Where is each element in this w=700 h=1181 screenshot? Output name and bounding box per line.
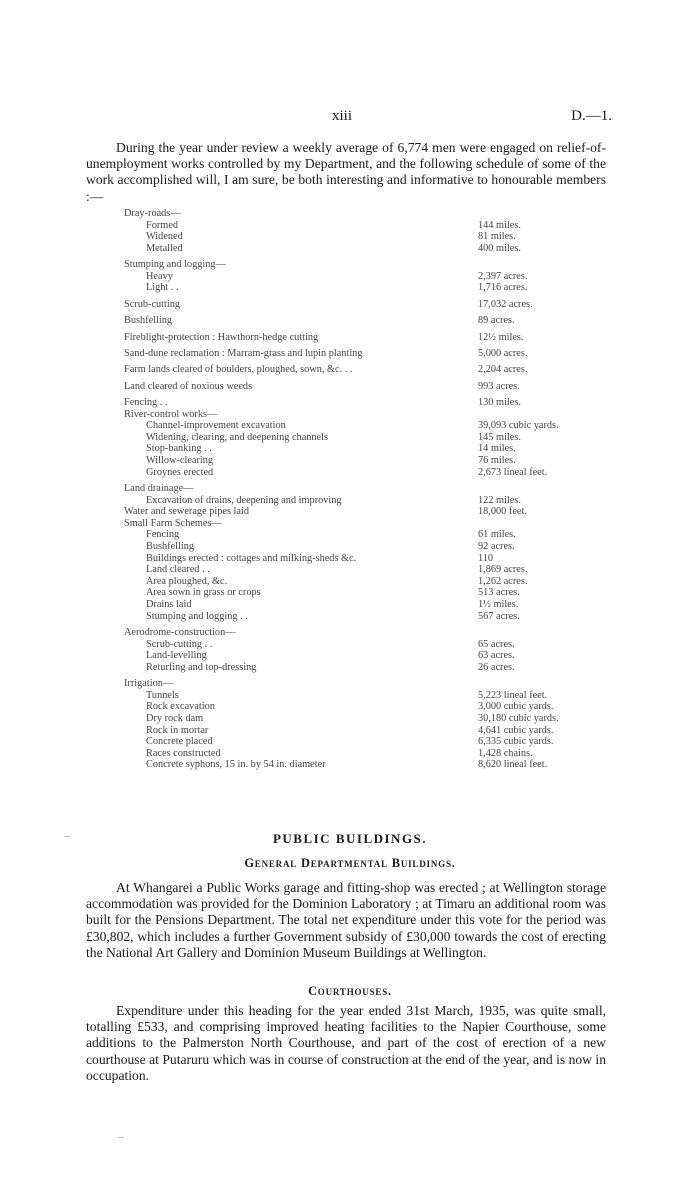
schedule-row [124, 495, 594, 507]
schedule-row [124, 381, 594, 393]
schedule-row [124, 220, 594, 232]
schedule-item-value: 12½ miles. [478, 331, 524, 343]
schedule-item-label: Fencing . . [124, 397, 168, 409]
schedule-item-label: Small Farm Schemes— [124, 517, 222, 529]
schedule-item-label: Sand-dune reclamation : Marram-grass and lupin planting [124, 347, 363, 359]
schedule-item-label: Land-levelling [146, 650, 207, 662]
schedule-row [124, 678, 594, 690]
schedule-item-label: Aerodrome-construction— [124, 626, 236, 638]
schedule-item-value: 513 acres. [478, 587, 520, 599]
schedule-row [124, 599, 594, 611]
schedule-row [124, 420, 594, 432]
schedule-item-label: Heavy [146, 270, 173, 282]
margin-mark [118, 1137, 124, 1138]
schedule-item-value: 2,204 acres. [478, 364, 528, 376]
schedule-row [124, 455, 594, 467]
schedule-row [124, 725, 594, 737]
schedule-item-label: Returfing and top-dressing [146, 661, 257, 673]
schedule-item-value: 400 miles. [478, 242, 521, 254]
schedule-row [124, 662, 594, 674]
schedule-row [124, 576, 594, 588]
schedule-item-value: 1,262 acres. [478, 575, 528, 587]
schedule-item-value: 145 miles. [478, 431, 521, 443]
document-reference: D.—1. [571, 108, 612, 124]
schedule-item-label: Races constructed [146, 747, 221, 759]
schedule-item-label: Dry rock dam [146, 712, 204, 724]
schedule-item-value: 76 miles. [478, 455, 516, 467]
schedule-row [124, 713, 594, 725]
schedule-row [124, 397, 594, 409]
schedule-row [124, 432, 594, 444]
schedule-item-value: 1,428 chains. [478, 747, 533, 759]
schedule-item-value: 92 acres. [478, 541, 515, 553]
schedule-row [124, 231, 594, 243]
schedule-row [124, 259, 594, 271]
schedule-row [124, 553, 594, 565]
schedule-item-label: Widening, clearing, and deepening channels [146, 431, 329, 443]
schedule-item-label: Land cleared . . [146, 564, 210, 576]
section-heading-public-buildings: PUBLIC BUILDINGS. [272, 831, 428, 846]
schedule-row [124, 348, 594, 360]
schedule-item-label: Stumping and logging— [124, 259, 226, 271]
schedule-item-value: 8,620 lineal feet. [478, 759, 548, 771]
schedule-item-label: Irrigation— [124, 678, 174, 690]
schedule-row [124, 315, 594, 327]
schedule-row [124, 541, 594, 553]
schedule-row [124, 701, 594, 713]
schedule-row [124, 736, 594, 748]
schedule-row [124, 748, 594, 760]
schedule-item-value: 61 miles. [478, 529, 516, 541]
schedule-item-value: 30,180 cubic yards. [478, 712, 559, 724]
schedule-item-label: Land drainage— [124, 483, 194, 495]
schedule-item-label: Bushfelling [124, 315, 173, 327]
schedule-item-label: Area ploughed, &c. [146, 575, 228, 587]
page-number: xiii [332, 108, 353, 124]
schedule-item-label: Metalled [146, 242, 183, 254]
intro-paragraph: During the year under review a weekly average of 6,774 men were engaged on relief-of-unemployment works controlled by my Department, and the following schedule of some of the work accomplished will, I am sure, be both interesting and informative to honourable members :— [86, 140, 606, 204]
schedule-item-value: 110 [478, 552, 494, 564]
schedule-row [124, 364, 594, 376]
schedule-row [124, 443, 594, 455]
schedule-item-label: Water and sewerage pipes laid [124, 506, 249, 518]
schedule-item-value: 18,000 feet. [478, 506, 527, 518]
subheading-general-buildings: General Departmental Buildings. [244, 856, 456, 870]
schedule-item-label: Stop-banking . . [146, 443, 212, 455]
schedule-row [124, 208, 594, 220]
schedule-item-label: Rock in mortar [146, 724, 209, 736]
schedule-item-label: River-control works— [124, 408, 218, 420]
schedule-item-label: Buildings erected : cottages and milking-sheds &c. [146, 552, 357, 564]
schedule-row [124, 518, 594, 530]
schedule-item-label: Land cleared of noxious weeds [124, 380, 253, 392]
schedule-row [124, 243, 594, 255]
schedule-item-label: Dray-roads— [124, 208, 181, 219]
schedule-item-label: Drains laid [146, 598, 192, 610]
schedule-item-label: Channel-improvement excavation [146, 420, 286, 432]
schedule-item-value: 144 miles. [478, 219, 521, 231]
schedule-item-value: 65 acres. [478, 638, 515, 650]
schedule-row [124, 332, 594, 344]
schedule-item-label: Area sown in grass or crops [146, 587, 261, 599]
schedule-row [124, 650, 594, 662]
page-header [0, 108, 700, 128]
schedule-row [124, 564, 594, 576]
schedule-row [124, 529, 594, 541]
schedule-item-value: 89 acres. [478, 315, 515, 327]
schedule-item-value: 567 acres. [478, 610, 520, 622]
schedule-item-value: 122 miles. [478, 494, 521, 506]
schedule-row [124, 611, 594, 623]
schedule-item-value: 81 miles. [478, 231, 516, 243]
schedule-item-value: 2,673 lineal feet. [478, 466, 548, 478]
schedule-item-value: 4,641 cubic yards. [478, 724, 554, 736]
schedule-item-value: 1½ miles. [478, 598, 519, 610]
schedule-row [124, 467, 594, 479]
schedule-item-label: Concrete placed [146, 736, 213, 748]
schedule-item-label: Scrub-cutting [124, 298, 181, 310]
schedule-item-label: Fireblight-protection : Hawthorn-hedge cutting [124, 331, 319, 343]
schedule-item-value: 39,093 cubic yards. [478, 420, 559, 432]
schedule-item-label: Rock excavation [146, 701, 215, 713]
margin-mark [64, 836, 70, 837]
schedule-item-label: Groynes erected [146, 466, 214, 478]
schedule-item-value: 14 miles. [478, 443, 516, 455]
schedule-item-value: 993 acres. [478, 380, 520, 392]
schedule-item-label: Scrub-cutting . . [146, 638, 213, 650]
schedule-item-value: 3,000 cubic yards. [478, 701, 554, 713]
schedule-item-label: Tunnels [146, 689, 179, 701]
schedule-item-label: Farm lands cleared of boulders, ploughed, sown, &c. . . [124, 364, 353, 376]
schedule-item-value: 5,223 lineal feet. [478, 689, 548, 701]
schedule-item-value: 26 acres. [478, 661, 515, 673]
schedule-item-value: 63 acres. [478, 650, 515, 662]
schedule-row [124, 587, 594, 599]
schedule-item-label: Fencing [146, 529, 180, 541]
schedule-item-label: Concrete syphons, 15 in. by 54 in. diameter [146, 759, 326, 771]
schedule-item-value: 1,869 acres. [478, 564, 528, 576]
schedule-item-value: 130 miles. [478, 397, 521, 409]
schedule-item-label: Bushfelling [146, 541, 195, 553]
schedule-row [124, 690, 594, 702]
schedule-row [124, 506, 594, 518]
schedule-row [124, 627, 594, 639]
schedule-item-value: 5,000 acres. [478, 347, 528, 359]
schedule-item-label: Light . . [146, 282, 179, 294]
schedule-item-label: Willow-clearing [146, 455, 214, 467]
schedule-item-value: 6,335 cubic yards. [478, 736, 554, 748]
schedule-row [124, 299, 594, 311]
public-buildings-paragraph: At Whangarei a Public Works garage and fitting-shop was erected ; at Wellington storage accommodation was provided for the Dominion Laboratory ; at Timaru an additional room was built for the Pensions Department. The total net expenditure under this vote for the period was £30,802, which includes a further Government subsidy of £30,000 towards the cost of erecting the National Art Gallery and Dominion Museum Buildings at Wellington. [86, 880, 606, 960]
schedule-row [124, 483, 594, 495]
schedule-item-label: Formed [146, 219, 179, 231]
schedule-row [124, 639, 594, 651]
schedule-item-value: 17,032 acres. [478, 298, 533, 310]
subheading-courthouses: Courthouses. [308, 984, 392, 998]
schedule-item-label: Stumping and logging . . [146, 610, 248, 622]
schedule-item-value: 2,397 acres. [478, 270, 528, 282]
schedule-row [124, 759, 594, 771]
schedule-item-label: Excavation of drains, deepening and improving [146, 494, 342, 506]
schedule-row [124, 409, 594, 421]
schedule-item-label: Widened [146, 231, 183, 243]
works-schedule [124, 208, 594, 771]
schedule-item-value: 1,716 acres. [478, 282, 528, 294]
courthouses-paragraph: Expenditure under this heading for the year ended 31st March, 1935, was quite small, totalling £533, and comprising improved heating facilities to the Napier Courthouse, some additions to the Palmerston North Courthouse, and part of the cost of erection of a new courthouse at Putaruru which was in course of construction at the end of the year, and is now in occupation. [86, 1003, 606, 1083]
schedule-row [124, 282, 594, 294]
schedule-row [124, 271, 594, 283]
